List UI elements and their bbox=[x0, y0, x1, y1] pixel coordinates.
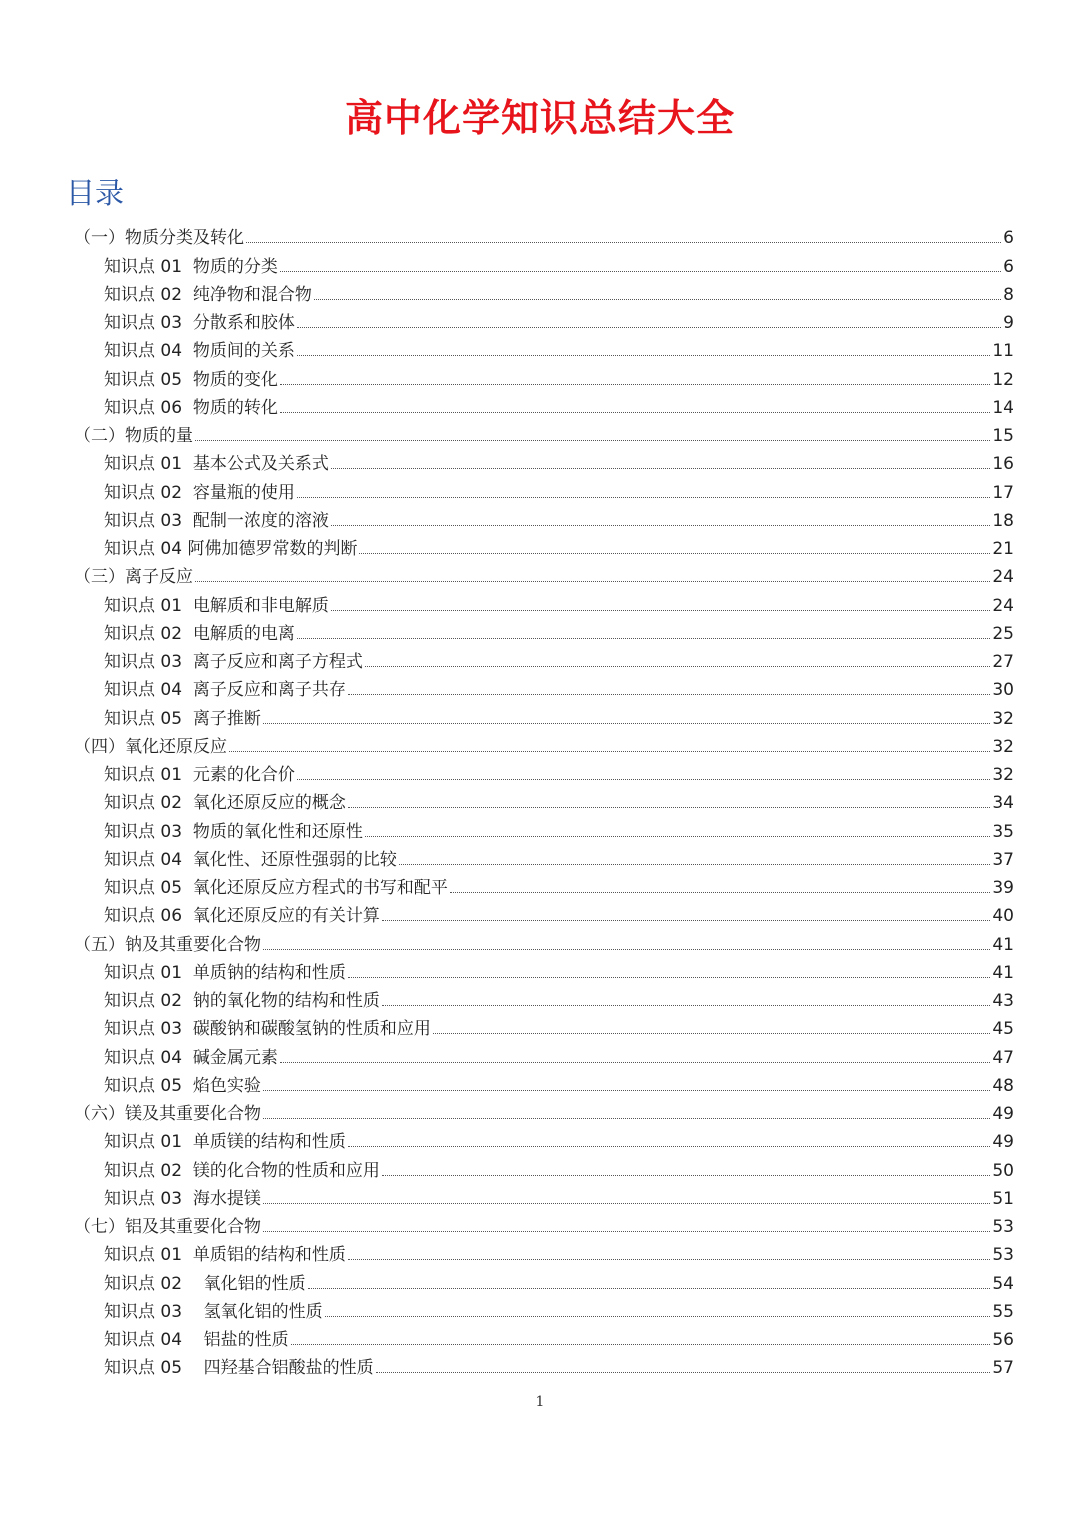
toc-entry-page: 45 bbox=[992, 1019, 1014, 1040]
toc-entry-page: 49 bbox=[992, 1104, 1014, 1124]
toc-section-entry[interactable] bbox=[104, 588, 1014, 616]
toc-entry-page: 50 bbox=[992, 1160, 1014, 1181]
toc-section-entry[interactable] bbox=[104, 475, 1014, 503]
toc-dot-leader bbox=[365, 836, 991, 837]
toc-entry-page: 57 bbox=[992, 1358, 1014, 1379]
toc-dot-leader bbox=[263, 1090, 991, 1091]
page-number: 1 bbox=[535, 1394, 545, 1410]
toc-section-entry[interactable] bbox=[104, 1295, 1014, 1323]
toc-dot-leader bbox=[331, 468, 991, 469]
toc-entry-label: 知识点 06 物质的转化 bbox=[104, 397, 278, 418]
toc-entry-label: 知识点 02 电解质的电离 bbox=[104, 623, 295, 644]
toc-section-entry[interactable] bbox=[104, 362, 1014, 390]
toc-entry-label: 知识点 02 纯净物和混合物 bbox=[104, 284, 312, 305]
toc-section-entry[interactable] bbox=[104, 786, 1014, 814]
toc-section-entry[interactable] bbox=[104, 984, 1014, 1012]
toc-entry-label: （五）钠及其重要化合物 bbox=[74, 934, 261, 955]
toc-dot-leader bbox=[348, 694, 991, 695]
toc-dot-leader bbox=[297, 327, 1001, 328]
toc-entry-label: 知识点 05 物质的变化 bbox=[104, 369, 278, 390]
toc-section-entry[interactable] bbox=[104, 1238, 1014, 1266]
toc-dot-leader bbox=[365, 666, 991, 667]
toc-section-entry[interactable] bbox=[104, 956, 1014, 984]
toc-entry-label: 知识点 05 离子推断 bbox=[104, 708, 261, 729]
toc-dot-leader bbox=[433, 1033, 991, 1034]
toc-dot-leader bbox=[280, 384, 991, 385]
toc-entry-label: 知识点 01 单质钠的结构和性质 bbox=[104, 962, 346, 983]
toc-entry-label: 知识点 05 氧化还原反应方程式的书写和配平 bbox=[104, 878, 448, 898]
toc-entry-page: 16 bbox=[992, 454, 1014, 475]
toc-dot-leader bbox=[325, 1316, 991, 1317]
toc-entry-label: 知识点 01 物质的分类 bbox=[104, 256, 278, 277]
toc-entry-label: 知识点 02 氧化还原反应的概念 bbox=[104, 793, 346, 814]
toc-dot-leader bbox=[382, 920, 991, 921]
toc-entry-page: 34 bbox=[992, 793, 1014, 814]
toc-section-entry[interactable] bbox=[104, 1069, 1014, 1097]
toc-entry-page: 47 bbox=[992, 1047, 1014, 1068]
toc-dot-leader bbox=[348, 1259, 991, 1260]
toc-entry-label: 知识点 04 离子反应和离子共存 bbox=[104, 680, 346, 701]
toc-dot-leader bbox=[382, 1175, 991, 1176]
toc-dot-leader bbox=[195, 581, 990, 582]
toc-entry-label: 知识点 01 元素的化合价 bbox=[104, 765, 295, 785]
toc-entry-label: 知识点 02 氧化铝的性质 bbox=[104, 1273, 306, 1294]
toc-entry-page: 11 bbox=[992, 341, 1014, 362]
toc-dot-leader bbox=[314, 299, 1001, 300]
toc-entry-label: 知识点 01 单质镁的结构和性质 bbox=[104, 1132, 346, 1153]
toc-dot-leader bbox=[348, 807, 991, 808]
document-title: 高中化学知识总结大全 bbox=[344, 96, 735, 140]
toc-section-entry[interactable] bbox=[104, 1323, 1014, 1351]
toc-entry-label: 知识点 04 碱金属元素 bbox=[104, 1047, 278, 1068]
toc-section-entry[interactable] bbox=[104, 673, 1014, 701]
toc-entry-page: 54 bbox=[992, 1273, 1014, 1294]
toc-entry-page: 35 bbox=[992, 821, 1014, 842]
toc-entry-page: 56 bbox=[992, 1330, 1014, 1350]
toc-section-entry[interactable] bbox=[104, 871, 1014, 899]
toc-dot-leader bbox=[263, 1231, 990, 1232]
toc-section-entry[interactable] bbox=[104, 278, 1014, 306]
toc-chapter-entry[interactable] bbox=[74, 560, 1014, 588]
toc-entry-label: 知识点 04 物质间的关系 bbox=[104, 341, 295, 362]
toc-dot-leader bbox=[297, 779, 991, 780]
toc-entry-page: 15 bbox=[992, 426, 1014, 446]
toc-heading: 目录 bbox=[66, 176, 125, 210]
toc-dot-leader bbox=[348, 1146, 991, 1147]
toc-entry-label: （四）氧化还原反应 bbox=[74, 736, 227, 757]
toc-entry-label: 知识点 03 分散系和胶体 bbox=[104, 313, 295, 333]
toc-section-entry[interactable] bbox=[104, 899, 1014, 927]
toc-chapter-entry[interactable] bbox=[74, 419, 1014, 447]
toc-entry-label: 知识点 02 镁的化合物的性质和应用 bbox=[104, 1160, 380, 1181]
toc-dot-leader bbox=[195, 440, 990, 441]
toc-section-entry[interactable] bbox=[104, 758, 1014, 786]
toc-dot-leader bbox=[280, 1062, 991, 1063]
toc-section-entry[interactable] bbox=[104, 334, 1014, 362]
toc-dot-leader bbox=[308, 1288, 991, 1289]
toc-entry-label: 知识点 06 氧化还原反应的有关计算 bbox=[104, 906, 380, 927]
toc-entry-page: 32 bbox=[992, 765, 1014, 785]
toc-dot-leader bbox=[263, 1203, 991, 1204]
toc-entry-label: （七）铝及其重要化合物 bbox=[74, 1217, 261, 1237]
toc-entry-label: （二）物质的量 bbox=[74, 426, 193, 446]
toc-section-entry[interactable] bbox=[104, 617, 1014, 645]
toc-entry-page: 17 bbox=[992, 482, 1014, 503]
toc-dot-leader bbox=[450, 892, 991, 893]
toc-entry-label: 知识点 03 配制一浓度的溶液 bbox=[104, 510, 329, 531]
toc-entry-label: 知识点 03 离子反应和离子方程式 bbox=[104, 652, 363, 672]
toc-dot-leader bbox=[246, 242, 1001, 243]
toc-chapter-entry[interactable] bbox=[74, 1097, 1014, 1125]
toc-entry-page: 8 bbox=[1003, 284, 1014, 305]
toc-section-entry[interactable] bbox=[104, 701, 1014, 729]
toc-entry-page: 9 bbox=[1003, 313, 1014, 333]
toc-dot-leader bbox=[297, 355, 991, 356]
toc-entry-page: 53 bbox=[992, 1245, 1014, 1266]
toc-section-entry[interactable] bbox=[104, 843, 1014, 871]
toc-entry-label: （一）物质分类及转化 bbox=[74, 228, 244, 249]
toc-section-entry[interactable] bbox=[104, 447, 1014, 475]
toc-dot-leader bbox=[348, 977, 991, 978]
toc-section-entry[interactable] bbox=[104, 1040, 1014, 1068]
toc-entry-label: 知识点 04 阿佛加德罗常数的判断 bbox=[104, 539, 358, 559]
toc-entry-label: 知识点 01 电解质和非电解质 bbox=[104, 595, 329, 616]
toc-entry-page: 21 bbox=[992, 539, 1014, 559]
toc-section-entry[interactable] bbox=[104, 814, 1014, 842]
toc-dot-leader bbox=[297, 497, 991, 498]
toc-section-entry[interactable] bbox=[104, 391, 1014, 419]
toc-entry-page: 48 bbox=[992, 1075, 1014, 1096]
toc-entry-page: 49 bbox=[992, 1132, 1014, 1153]
toc-dot-leader bbox=[229, 751, 990, 752]
toc-entry-page: 40 bbox=[992, 906, 1014, 927]
toc-dot-leader bbox=[297, 638, 991, 639]
toc-entry-page: 51 bbox=[992, 1188, 1014, 1209]
toc-entry-page: 39 bbox=[992, 878, 1014, 898]
toc-chapter-entry[interactable] bbox=[74, 730, 1014, 758]
toc-section-entry[interactable] bbox=[104, 306, 1014, 334]
toc-dot-leader bbox=[280, 271, 1001, 272]
toc-section-entry[interactable] bbox=[104, 1153, 1014, 1181]
toc-chapter-entry[interactable] bbox=[74, 221, 1014, 249]
toc-dot-leader bbox=[263, 723, 991, 724]
toc-entry-label: 知识点 04 铝盐的性质 bbox=[104, 1330, 289, 1350]
toc-section-entry[interactable] bbox=[104, 1351, 1014, 1379]
toc-section-entry[interactable] bbox=[104, 1266, 1014, 1294]
toc-chapter-entry[interactable] bbox=[74, 1210, 1014, 1238]
toc-dot-leader bbox=[382, 1005, 991, 1006]
toc-entry-page: 43 bbox=[992, 991, 1014, 1011]
toc-entry-label: 知识点 01 基本公式及关系式 bbox=[104, 454, 329, 475]
toc-entry-label: 知识点 03 海水提镁 bbox=[104, 1188, 261, 1209]
toc-dot-leader bbox=[263, 1118, 990, 1119]
toc-dot-leader bbox=[331, 610, 991, 611]
toc-entry-page: 55 bbox=[992, 1301, 1014, 1322]
toc-dot-leader bbox=[291, 1344, 991, 1345]
toc-entry-page: 41 bbox=[992, 962, 1014, 983]
toc-entry-page: 41 bbox=[992, 934, 1014, 955]
toc-entry-label: （三）离子反应 bbox=[74, 567, 193, 588]
toc-entry-page: 37 bbox=[992, 849, 1014, 870]
toc-entry-page: 24 bbox=[992, 595, 1014, 616]
toc-entry-page: 53 bbox=[992, 1217, 1014, 1237]
toc-entry-label: 知识点 03 碳酸钠和碳酸氢钠的性质和应用 bbox=[104, 1019, 431, 1040]
toc-entry-label: 知识点 01 单质铝的结构和性质 bbox=[104, 1245, 346, 1266]
toc-entry-label: 知识点 02 钠的氧化物的结构和性质 bbox=[104, 991, 380, 1011]
toc-entry-page: 14 bbox=[992, 397, 1014, 418]
toc-entry-page: 18 bbox=[992, 510, 1014, 531]
toc-entry-label: （六）镁及其重要化合物 bbox=[74, 1104, 261, 1124]
toc-dot-leader bbox=[399, 864, 991, 865]
toc-entry-page: 12 bbox=[992, 369, 1014, 390]
toc-section-entry[interactable] bbox=[104, 1012, 1014, 1040]
toc-entry-page: 24 bbox=[992, 567, 1014, 588]
toc-entry-label: 知识点 04 氧化性、还原性强弱的比较 bbox=[104, 849, 397, 870]
toc-dot-leader bbox=[376, 1372, 991, 1373]
toc-entry-page: 32 bbox=[992, 736, 1014, 757]
toc-section-entry[interactable] bbox=[104, 532, 1014, 560]
toc-dot-leader bbox=[331, 525, 991, 526]
toc-entry-label: 知识点 02 容量瓶的使用 bbox=[104, 482, 295, 503]
toc-entry-page: 30 bbox=[992, 680, 1014, 701]
toc-dot-leader bbox=[280, 412, 991, 413]
toc-section-entry[interactable] bbox=[104, 249, 1014, 277]
toc-section-entry[interactable] bbox=[104, 504, 1014, 532]
toc-dot-leader bbox=[263, 949, 990, 950]
toc-dot-leader bbox=[359, 553, 990, 554]
toc-entry-page: 27 bbox=[992, 652, 1014, 672]
toc-entry-label: 知识点 03 物质的氧化性和还原性 bbox=[104, 821, 363, 842]
toc-entry-page: 6 bbox=[1003, 228, 1014, 249]
toc-section-entry[interactable] bbox=[104, 1182, 1014, 1210]
toc-entry-page: 32 bbox=[992, 708, 1014, 729]
toc-entry-label: 知识点 03 氢氧化铝的性质 bbox=[104, 1301, 323, 1322]
toc-section-entry[interactable] bbox=[104, 1125, 1014, 1153]
toc-entry-page: 25 bbox=[992, 623, 1014, 644]
toc-section-entry[interactable] bbox=[104, 645, 1014, 673]
toc-entry-page: 6 bbox=[1003, 256, 1014, 277]
toc-entry-label: 知识点 05 四羟基合铝酸盐的性质 bbox=[104, 1358, 374, 1379]
toc-chapter-entry[interactable] bbox=[74, 927, 1014, 955]
toc-entry-label: 知识点 05 焰色实验 bbox=[104, 1075, 261, 1096]
table-of-contents bbox=[0, 221, 1080, 1379]
